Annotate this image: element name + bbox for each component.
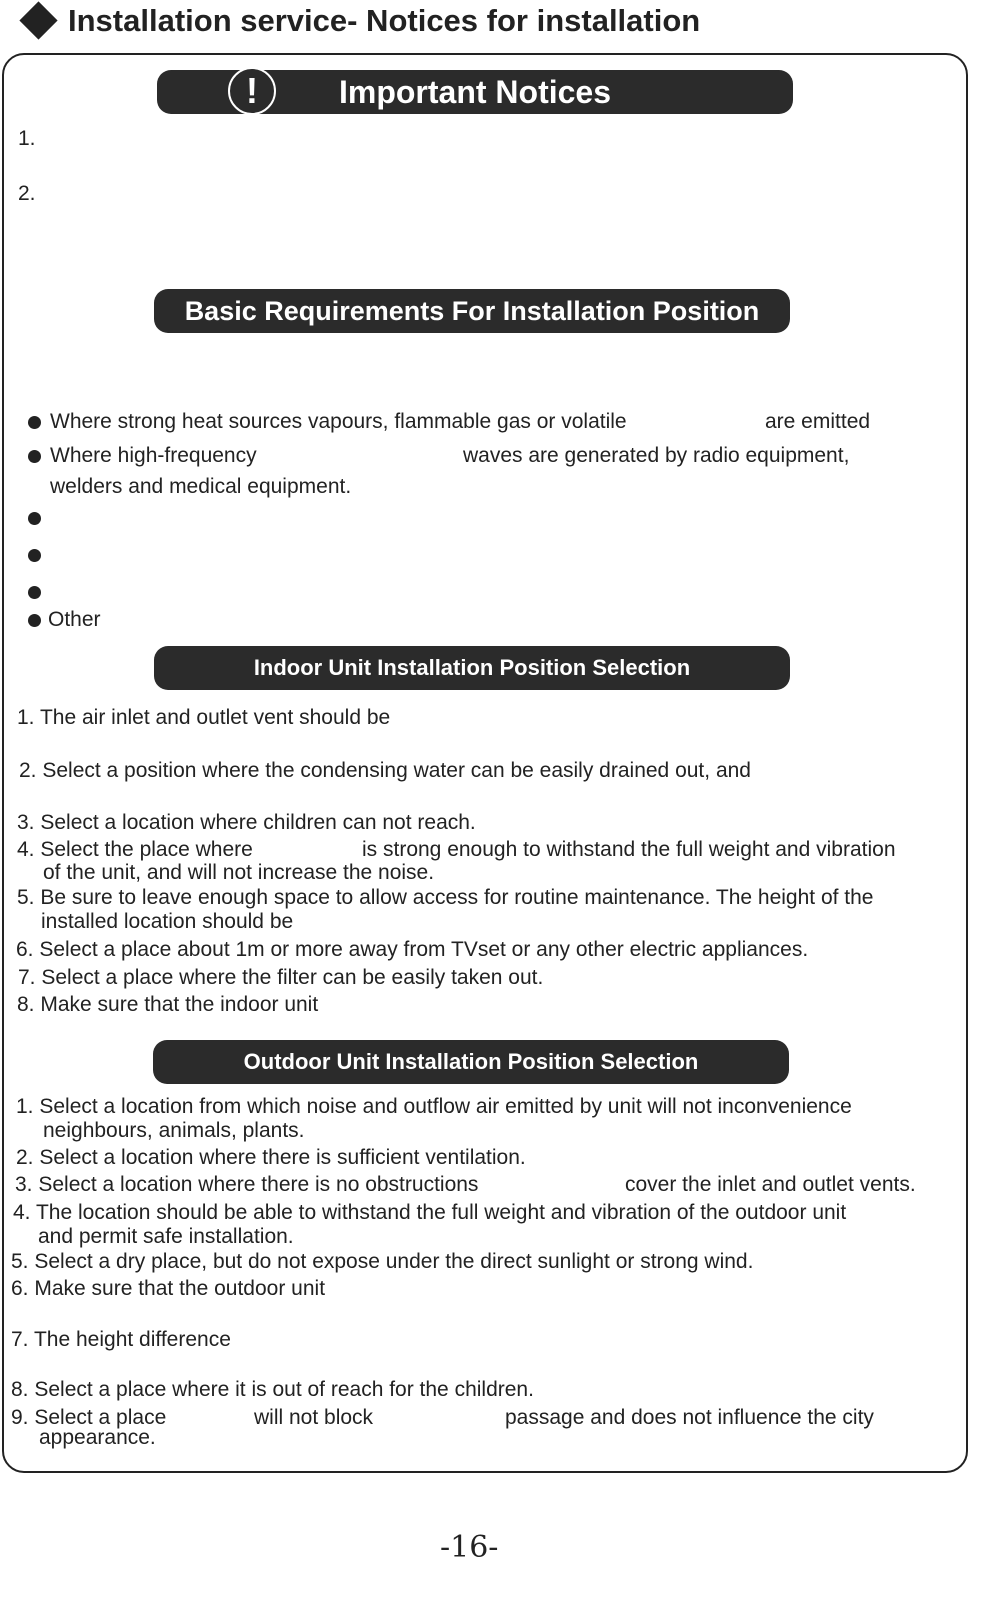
bullet-text: waves are generated by radio equipment,	[463, 444, 850, 467]
page-title: Installation service- Notices for installation	[68, 3, 701, 38]
banner-title: Outdoor Unit Installation Position Selection	[243, 1049, 699, 1074]
indoor-item: 3. Select a location where children can not reach.	[17, 811, 476, 834]
bullet-icon	[28, 450, 41, 463]
notice-2: 2.	[18, 182, 36, 205]
bullet-text: are emitted	[765, 410, 871, 433]
diamond-bullet-icon	[19, 1, 57, 39]
outdoor-item: 3. Select a location where there is no obstructions	[15, 1173, 479, 1196]
outdoor-item: appearance.	[39, 1426, 156, 1449]
outdoor-item: and permit safe installation.	[38, 1225, 294, 1248]
page-number: -16-	[440, 1530, 499, 1565]
indoor-unit-banner	[154, 646, 790, 690]
outdoor-item: passage and does not influence the city	[505, 1406, 874, 1429]
exclamation-icon: !	[228, 67, 276, 115]
indoor-item: of the unit, and will not increase the noise.	[43, 861, 435, 884]
indoor-item: 5. Be sure to leave enough space to allow access for routine maintenance. The height of the	[17, 886, 874, 909]
outdoor-item: 4. The location should be able to withstand the full weight and vibration of the outdoor unit	[13, 1201, 847, 1224]
bullet-icon	[28, 614, 41, 627]
outdoor-item: 7. The height difference	[11, 1328, 231, 1351]
outdoor-item: 9. Select a place	[11, 1406, 167, 1429]
outdoor-item: 2. Select a location where there is sufficient ventilation.	[16, 1146, 526, 1169]
important-notices-banner	[157, 70, 793, 114]
outdoor-item: cover the inlet and outlet vents.	[625, 1173, 916, 1196]
outdoor-unit-banner	[153, 1040, 789, 1084]
banner-title: Important Notices	[338, 73, 612, 110]
indoor-item: 4. Select the place where	[17, 838, 253, 861]
outdoor-item: will not block	[254, 1406, 374, 1429]
bullet-icon	[28, 549, 41, 562]
basic-requirements-banner	[154, 289, 790, 333]
bullet-text: welders and medical equipment.	[50, 475, 352, 498]
indoor-item: is strong enough to withstand the full weight and vibration	[362, 838, 896, 861]
outdoor-item: 8. Select a place where it is out of reach for the children.	[11, 1378, 534, 1401]
outdoor-item: 6. Make sure that the outdoor unit	[11, 1277, 326, 1300]
bullet-text: Where strong heat sources vapours, flammable gas or volatile	[50, 410, 627, 433]
indoor-item: 6. Select a place about 1m or more away from TVset or any other electric appliances.	[16, 938, 809, 961]
indoor-item: 7. Select a place where the filter can be easily taken out.	[18, 966, 544, 989]
indoor-item: 2. Select a position where the condensing water can be easily drained out, and	[19, 759, 751, 782]
banner-title: Basic Requirements For Installation Position	[184, 295, 760, 326]
outdoor-item: 5. Select a dry place, but do not expose under the direct sunlight or strong wind.	[11, 1250, 754, 1273]
bullet-text: Other	[48, 608, 101, 631]
indoor-item: installed location should be	[41, 910, 294, 933]
outdoor-item: neighbours, animals, plants.	[43, 1119, 305, 1142]
notice-1: 1.	[18, 127, 36, 150]
bullet-icon	[28, 586, 41, 599]
bullet-icon	[28, 416, 41, 429]
bullet-icon	[28, 512, 41, 525]
outdoor-item: 1. Select a location from which noise and outflow air emitted by unit will not inconvenience	[16, 1095, 852, 1118]
bullet-text: Where high-frequency	[50, 444, 257, 467]
indoor-item: 8. Make sure that the indoor unit	[17, 993, 319, 1016]
indoor-item: 1. The air inlet and outlet vent should be	[17, 706, 391, 729]
banner-title: Indoor Unit Installation Position Selection	[253, 655, 691, 680]
